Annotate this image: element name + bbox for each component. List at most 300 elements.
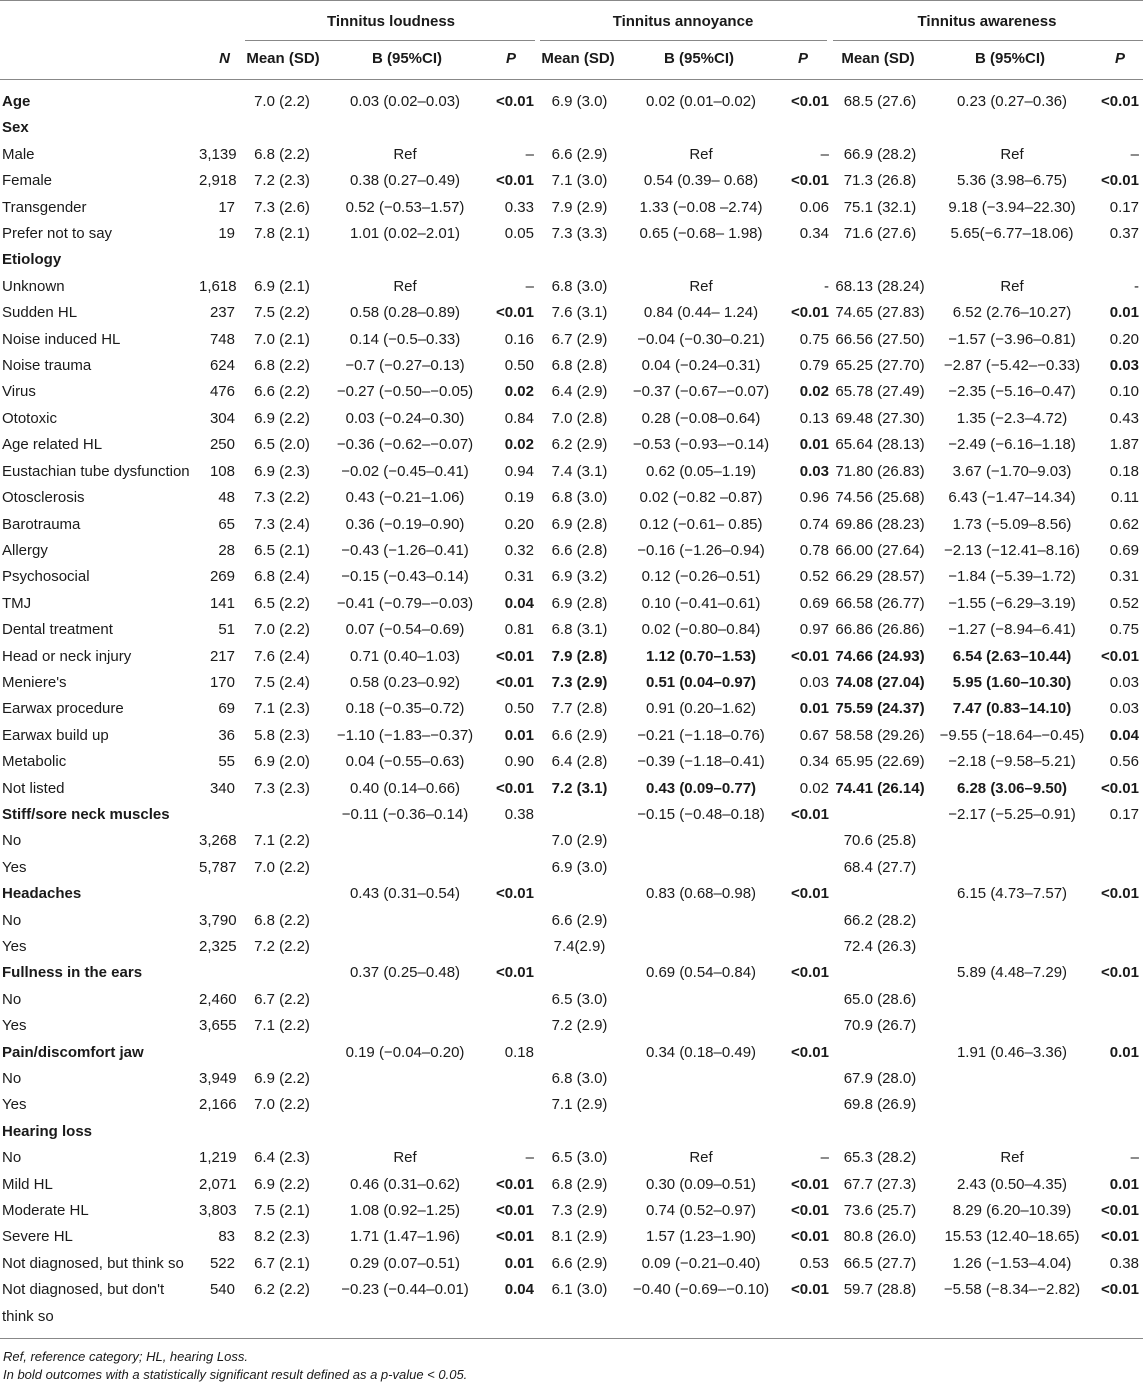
- table-row: [0, 432, 1143, 458]
- cell-annoyance-p: 0.34: [799, 753, 829, 771]
- cell-annoyance-p: [781, 934, 833, 960]
- cell-awareness-mean: 59.7 (28.8): [843, 1281, 917, 1299]
- cell-annoyance-b: [623, 1066, 781, 1092]
- cell-annoyance-b: −0.40 (−0.69–−0.10): [632, 1281, 770, 1299]
- cell-annoyance-mean: 7.3 (3.3): [551, 225, 608, 243]
- cell-loudness-mean: 7.1 (2.2): [254, 832, 310, 850]
- cell-annoyance-b: Ref: [689, 277, 713, 295]
- cell-annoyance-mean: 7.1 (3.0): [551, 172, 608, 190]
- table-row: [0, 670, 1143, 696]
- header-loudness-p: P: [505, 50, 517, 67]
- cell-annoyance-b: 0.12 (−0.61– 0.85): [639, 515, 763, 533]
- cell-loudness-p: 0.38: [504, 805, 534, 823]
- cell-awareness-p: <0.01: [1101, 964, 1139, 982]
- header-loudness-mean: Mean (SD): [246, 50, 320, 67]
- cell-loudness-b: −0.15 (−0.43–0.14): [341, 568, 469, 586]
- cell-awareness-b: −2.35 (−5.16–0.47): [948, 383, 1076, 401]
- footnote-abbreviations: Ref, reference category; HL, hearing Loss.: [3, 1349, 248, 1364]
- cell-annoyance-b: 0.43 (0.09–0.77): [645, 779, 757, 797]
- cell-n: 1,219: [199, 1149, 237, 1167]
- cell-awareness-mean: 66.29 (28.57): [835, 568, 925, 586]
- cell-loudness-b: −0.23 (−0.44–0.01): [341, 1281, 469, 1299]
- cell-annoyance-p: 0.96: [799, 489, 829, 507]
- cell-awareness-p: 0.20: [1109, 330, 1139, 348]
- cell-awareness-b: 5.65(−6.77–18.06): [950, 225, 1074, 243]
- cell-annoyance-p: 0.74: [799, 515, 829, 533]
- table-row: [0, 564, 1143, 590]
- cell-awareness-b: −1.55 (−6.29–3.19): [948, 594, 1076, 612]
- cell-loudness-p: 0.81: [504, 621, 534, 639]
- cell-n: 748: [209, 330, 235, 348]
- cell-annoyance-b: Ref: [689, 1149, 713, 1167]
- cell-annoyance-mean: 7.7 (2.8): [551, 700, 608, 718]
- row-label: Mild HL: [2, 1175, 53, 1193]
- cell-annoyance-b: −0.16 (−1.26–0.94): [637, 541, 765, 559]
- cell-loudness-b: [327, 1066, 485, 1092]
- cell-awareness-b: [929, 828, 1097, 854]
- group-rule-annoyance: [540, 40, 827, 41]
- cell-loudness-mean: [239, 802, 327, 828]
- row-label: Female: [2, 172, 53, 190]
- cell-n: 48: [218, 489, 235, 507]
- cell-n: 51: [218, 621, 235, 639]
- cell-annoyance-b: 0.65 (−0.68– 1.98): [639, 225, 763, 243]
- cell-annoyance-b: [623, 1092, 781, 1118]
- row-label: Sex: [2, 119, 29, 137]
- cell-annoyance-p: [781, 1119, 833, 1145]
- cell-awareness-b: 6.43 (−1.47–14.34): [948, 489, 1076, 507]
- cell-awareness-p: <0.01: [1101, 1202, 1139, 1220]
- cell-awareness-mean: 74.08 (27.04): [835, 673, 925, 691]
- row-label: Age: [2, 93, 31, 110]
- cell-loudness-mean: 6.9 (2.2): [254, 1070, 310, 1088]
- table-row: [0, 1092, 1143, 1118]
- cell-annoyance-mean: 6.9 (3.0): [551, 93, 608, 110]
- cell-awareness-p: [1097, 1066, 1143, 1092]
- cell-n: 2,918: [199, 172, 237, 190]
- cell-loudness-p: 0.18: [504, 1043, 534, 1061]
- cell-n: 36: [218, 726, 235, 744]
- cell-loudness-mean: [239, 960, 327, 986]
- row-label: No: [2, 1070, 22, 1088]
- cell-awareness-b: 0.23 (0.27–0.36): [956, 93, 1068, 110]
- cell-awareness-p: 0.37: [1109, 225, 1139, 243]
- cell-annoyance-b: [623, 828, 781, 854]
- cell-loudness-mean: 6.9 (2.2): [254, 1175, 310, 1193]
- cell-annoyance-mean: 6.6 (2.9): [551, 726, 608, 744]
- cell-annoyance-mean: 7.4 (3.1): [551, 462, 608, 480]
- cell-awareness-mean: 74.56 (25.68): [835, 489, 925, 507]
- cell-annoyance-p: –: [820, 1149, 829, 1167]
- cell-loudness-b: Ref: [393, 145, 417, 163]
- cell-annoyance-mean: 6.6 (2.8): [551, 541, 608, 559]
- results-table: [0, 89, 1143, 1330]
- cell-annoyance-p: 0.69: [799, 594, 829, 612]
- cell-loudness-mean: 7.8 (2.1): [254, 225, 310, 243]
- cell-loudness-mean: 7.3 (2.4): [254, 515, 310, 533]
- cell-n: 3,268: [199, 832, 237, 850]
- cell-loudness-b: 0.58 (0.23–0.92): [349, 673, 461, 691]
- cell-loudness-p: 0.01: [504, 726, 534, 744]
- cell-annoyance-mean: 7.6 (3.1): [551, 304, 608, 322]
- cell-loudness-mean: 8.2 (2.3): [254, 1228, 310, 1246]
- cell-loudness-mean: 7.5 (2.2): [254, 304, 310, 322]
- cell-awareness-mean: [833, 1119, 929, 1145]
- row-label: Meniere's: [2, 673, 67, 691]
- cell-annoyance-p: 0.67: [799, 726, 829, 744]
- row-label: No: [2, 832, 22, 850]
- cell-loudness-b: −0.36 (−0.62–−0.07): [336, 436, 474, 454]
- cell-awareness-b: [929, 855, 1097, 881]
- cell-awareness-p: 0.56: [1109, 753, 1139, 771]
- row-label: Not diagnosed, but think so: [2, 1254, 184, 1272]
- row-label: Etiology: [2, 251, 62, 269]
- cell-loudness-p: 0.02: [504, 436, 534, 454]
- cell-n: 170: [209, 673, 235, 691]
- cell-awareness-mean: 65.0 (28.6): [843, 990, 917, 1008]
- cell-awareness-p: –: [1130, 1149, 1139, 1167]
- group-rule-awareness: [833, 40, 1143, 41]
- cell-n: [197, 881, 239, 907]
- cell-loudness-b: [327, 1013, 485, 1039]
- cell-loudness-mean: 7.3 (2.3): [254, 779, 310, 797]
- cell-awareness-mean: 71.80 (26.83): [835, 462, 925, 480]
- cell-awareness-b: Ref: [1000, 145, 1024, 163]
- cell-loudness-b: [327, 115, 485, 141]
- cell-awareness-mean: 65.78 (27.49): [835, 383, 925, 401]
- cell-awareness-mean: 67.7 (27.3): [843, 1175, 917, 1193]
- cell-n: 624: [209, 357, 235, 375]
- cell-annoyance-mean: 7.4(2.9): [553, 938, 606, 955]
- cell-loudness-mean: 7.3 (2.6): [254, 198, 310, 216]
- cell-awareness-p: <0.01: [1101, 885, 1139, 903]
- row-label: Otosclerosis: [2, 489, 85, 507]
- cell-n: 3,139: [199, 145, 237, 163]
- cell-annoyance-p: 0.03: [799, 462, 829, 480]
- cell-annoyance-mean: 6.9 (2.8): [551, 515, 608, 533]
- row-label: Age related HL: [2, 436, 103, 454]
- cell-awareness-mean: 66.00 (27.64): [835, 541, 925, 559]
- cell-awareness-b: Ref: [1000, 1149, 1024, 1167]
- cell-loudness-p: <0.01: [496, 172, 534, 190]
- cell-annoyance-mean: 7.3 (2.9): [551, 1202, 608, 1220]
- table-row: [0, 142, 1143, 168]
- cell-annoyance-p: <0.01: [791, 964, 829, 982]
- row-label: Sudden HL: [2, 304, 78, 322]
- cell-loudness-mean: 6.4 (2.3): [254, 1149, 310, 1167]
- cell-loudness-p: 0.32: [504, 541, 534, 559]
- row-label: Metabolic: [2, 753, 67, 771]
- cell-awareness-p: 0.69: [1109, 541, 1139, 559]
- cell-annoyance-p: 0.75: [799, 330, 829, 348]
- cell-loudness-p: –: [525, 277, 534, 295]
- cell-awareness-b: −1.27 (−8.94–6.41): [948, 621, 1076, 639]
- row-label: Unknown: [2, 277, 65, 295]
- cell-annoyance-mean: 6.9 (3.0): [551, 858, 608, 876]
- row-label: TMJ: [2, 594, 32, 612]
- table-section-row: [0, 115, 1143, 141]
- cell-loudness-p: [485, 115, 538, 141]
- table-section-row: [0, 881, 1143, 907]
- cell-loudness-mean: [239, 1119, 327, 1145]
- cell-n: 2,071: [199, 1175, 237, 1193]
- cell-n: 540: [209, 1281, 235, 1299]
- cell-annoyance-p: 0.79: [799, 357, 829, 375]
- cell-annoyance-mean: 8.1 (2.9): [551, 1228, 608, 1246]
- table-row: [0, 855, 1143, 881]
- row-label: No: [2, 990, 22, 1008]
- cell-awareness-mean: 66.2 (28.2): [843, 911, 917, 929]
- cell-annoyance-b: [623, 115, 781, 141]
- cell-awareness-p: [1097, 247, 1143, 273]
- cell-loudness-b: [327, 934, 485, 960]
- cell-n: 3,655: [199, 1017, 237, 1035]
- cell-loudness-p: 0.01: [504, 1254, 534, 1272]
- cell-loudness-mean: [239, 1040, 327, 1066]
- cell-annoyance-p: <0.01: [791, 1228, 829, 1246]
- cell-annoyance-p: <0.01: [791, 172, 829, 190]
- cell-loudness-p: <0.01: [496, 1228, 534, 1246]
- cell-annoyance-p: 0.52: [799, 568, 829, 586]
- table-row: [0, 221, 1143, 247]
- cell-n: 3,803: [199, 1202, 237, 1220]
- table-row: [0, 274, 1143, 300]
- cell-loudness-mean: 7.0 (2.2): [254, 93, 310, 110]
- cell-loudness-p: <0.01: [496, 673, 534, 691]
- cell-annoyance-mean: [538, 247, 623, 273]
- cell-annoyance-mean: 6.9 (2.8): [551, 594, 608, 612]
- cell-n: 340: [209, 779, 235, 797]
- cell-loudness-mean: 7.0 (2.2): [254, 621, 310, 639]
- row-label: Dental treatment: [2, 621, 113, 639]
- cell-annoyance-mean: 7.2 (3.1): [551, 779, 608, 797]
- cell-n: [197, 115, 239, 141]
- cell-n: 2,460: [199, 990, 237, 1008]
- cell-annoyance-mean: 7.9 (2.8): [551, 647, 608, 665]
- cell-awareness-b: [929, 1092, 1097, 1118]
- row-label: Yes: [2, 938, 27, 955]
- cell-annoyance-mean: 6.6 (2.9): [551, 911, 608, 929]
- cell-loudness-p: 0.04: [504, 1281, 534, 1299]
- cell-awareness-p: 0.52: [1109, 594, 1139, 612]
- cell-awareness-mean: 67.9 (28.0): [843, 1070, 917, 1088]
- cell-awareness-b: 1.73 (−5.09–8.56): [952, 515, 1072, 533]
- table-row: [0, 406, 1143, 432]
- cell-loudness-b: Ref: [393, 1149, 417, 1167]
- cell-loudness-p: [485, 1092, 538, 1118]
- cell-awareness-mean: 74.41 (26.14): [835, 779, 925, 797]
- cell-awareness-p: –: [1130, 145, 1139, 163]
- cell-loudness-b: −0.41 (−0.79–−0.03): [336, 594, 474, 612]
- cell-loudness-p: 0.50: [504, 357, 534, 375]
- table-row: [0, 908, 1143, 934]
- cell-awareness-mean: 65.64 (28.13): [835, 436, 925, 454]
- cell-loudness-mean: 7.0 (2.2): [254, 1096, 310, 1114]
- row-label: Yes: [2, 1096, 27, 1114]
- cell-n: 83: [218, 1228, 235, 1246]
- cell-loudness-b: −1.10 (−1.83–−0.37): [336, 726, 474, 744]
- cell-annoyance-b: Ref: [689, 145, 713, 163]
- cell-annoyance-mean: [538, 1119, 623, 1145]
- table-row: [0, 1251, 1143, 1277]
- cell-annoyance-mean: 6.7 (2.9): [551, 330, 608, 348]
- cell-loudness-b: [327, 987, 485, 1013]
- cell-annoyance-mean: [538, 115, 623, 141]
- cell-annoyance-mean: 7.0 (2.9): [551, 832, 608, 850]
- cell-awareness-b: −2.87 (−5.42–−0.33): [943, 357, 1081, 375]
- cell-loudness-b: 1.01 (0.02–2.01): [349, 225, 461, 243]
- table-row: [0, 749, 1143, 775]
- cell-n: 55: [218, 753, 235, 771]
- cell-awareness-b: 6.15 (4.73–7.57): [956, 885, 1068, 903]
- cell-awareness-p: 0.01: [1109, 304, 1139, 322]
- cell-awareness-mean: 75.1 (32.1): [843, 198, 917, 216]
- cell-awareness-p: 0.10: [1109, 383, 1139, 401]
- table-row: [0, 1066, 1143, 1092]
- cell-annoyance-b: 0.30 (0.09–0.51): [645, 1175, 757, 1193]
- cell-annoyance-b: [623, 908, 781, 934]
- cell-awareness-b: 1.26 (−1.53–4.04): [952, 1254, 1072, 1272]
- cell-annoyance-b: 0.10 (−0.41–0.61): [641, 594, 761, 612]
- cell-n: 141: [209, 594, 235, 612]
- cell-loudness-b: −0.43 (−1.26–0.41): [341, 541, 469, 559]
- row-label: Fullness in the ears: [2, 964, 143, 982]
- cell-loudness-mean: 6.8 (2.2): [254, 911, 310, 929]
- cell-loudness-b: [327, 908, 485, 934]
- cell-loudness-p: [485, 828, 538, 854]
- cell-annoyance-mean: 6.6 (2.9): [551, 145, 608, 163]
- cell-loudness-p: 0.90: [504, 753, 534, 771]
- cell-annoyance-b: −0.04 (−0.30–0.21): [637, 330, 765, 348]
- cell-annoyance-mean: [538, 1040, 623, 1066]
- cell-loudness-p: 0.05: [504, 225, 534, 243]
- header-annoyance-b: B (95%CI): [663, 50, 735, 67]
- cell-awareness-mean: 68.5 (27.6): [843, 93, 917, 110]
- cell-loudness-p: <0.01: [496, 93, 534, 110]
- header-awareness-b: B (95%CI): [974, 50, 1046, 67]
- cell-n: 5,787: [199, 858, 237, 876]
- cell-awareness-mean: 73.6 (25.7): [843, 1202, 917, 1220]
- cell-awareness-mean: 65.25 (27.70): [835, 357, 925, 375]
- cell-loudness-mean: [239, 115, 327, 141]
- cell-awareness-p: 0.11: [1110, 489, 1139, 507]
- cell-awareness-p: 0.38: [1109, 1254, 1139, 1272]
- table-row: [0, 195, 1143, 221]
- table-body: [0, 89, 1143, 1330]
- cell-annoyance-b: 0.04 (−0.24–0.31): [641, 357, 761, 375]
- cell-awareness-mean: 69.86 (28.23): [835, 515, 925, 533]
- row-label: Earwax procedure: [2, 700, 124, 718]
- row-label: Headaches: [2, 885, 82, 903]
- cell-annoyance-b: 0.09 (−0.21–0.40): [641, 1254, 761, 1272]
- cell-annoyance-p: 0.13: [799, 409, 829, 427]
- cell-annoyance-b: 0.51 (0.04–0.97): [645, 673, 757, 691]
- cell-n: 19: [218, 225, 235, 243]
- cell-loudness-mean: 6.2 (2.2): [254, 1281, 310, 1299]
- cell-awareness-p: <0.01: [1101, 172, 1139, 190]
- cell-n: 3,949: [199, 1070, 237, 1088]
- cell-n: 17: [218, 198, 235, 216]
- cell-loudness-b: [327, 828, 485, 854]
- cell-loudness-p: <0.01: [496, 647, 534, 665]
- cell-annoyance-b: 1.33 (−0.08 –2.74): [639, 198, 763, 216]
- cell-loudness-mean: 6.6 (2.2): [254, 383, 310, 401]
- cell-awareness-p: 0.17: [1109, 198, 1139, 216]
- cell-awareness-b: [929, 987, 1097, 1013]
- cell-awareness-p: <0.01: [1101, 647, 1139, 665]
- cell-loudness-b: 0.14 (−0.5–0.33): [349, 330, 461, 348]
- row-label: Allergy: [2, 541, 48, 559]
- table-row: [0, 379, 1143, 405]
- cell-loudness-mean: 5.8 (2.3): [254, 726, 310, 744]
- cell-annoyance-p: <0.01: [791, 1202, 829, 1220]
- cell-loudness-p: 0.16: [504, 330, 534, 348]
- cell-annoyance-p: 0.06: [799, 198, 829, 216]
- cell-loudness-p: 0.50: [504, 700, 534, 718]
- row-label: Barotrauma: [2, 515, 81, 533]
- cell-annoyance-mean: 6.8 (2.8): [551, 357, 608, 375]
- cell-loudness-p: <0.01: [496, 1175, 534, 1193]
- cell-awareness-b: −2.18 (−9.58–5.21): [948, 753, 1076, 771]
- cell-loudness-b: 0.37 (0.25–0.48): [349, 964, 461, 982]
- cell-loudness-b: 0.40 (0.14–0.66): [349, 779, 461, 797]
- cell-annoyance-mean: 6.4 (2.9): [551, 383, 608, 401]
- cell-annoyance-b: −0.37 (−0.67–−0.07): [632, 383, 770, 401]
- cell-awareness-mean: 69.8 (26.9): [843, 1096, 917, 1114]
- cell-loudness-p: <0.01: [496, 304, 534, 322]
- table-section-row: [0, 1040, 1143, 1066]
- table-row: [0, 1013, 1143, 1039]
- cell-loudness-b: 0.36 (−0.19–0.90): [345, 515, 465, 533]
- cell-annoyance-mean: 7.2 (2.9): [551, 1017, 608, 1035]
- row-label: Male: [2, 145, 35, 163]
- cell-loudness-mean: 7.0 (2.2): [254, 858, 310, 876]
- cell-loudness-p: [485, 1066, 538, 1092]
- cell-annoyance-b: 0.02 (−0.80–0.84): [641, 621, 761, 639]
- cell-annoyance-p: [781, 247, 833, 273]
- cell-loudness-mean: 6.8 (2.2): [254, 145, 310, 163]
- cell-loudness-b: 1.71 (1.47–1.96): [349, 1228, 461, 1246]
- group-header-annoyance: Tinnitus annoyance: [612, 13, 754, 30]
- bottom-rule: [0, 1338, 1143, 1339]
- header-annoyance-mean: Mean (SD): [541, 50, 615, 67]
- cell-loudness-mean: 7.5 (2.1): [254, 1202, 310, 1220]
- cell-annoyance-b: [623, 1013, 781, 1039]
- header-annoyance-p: P: [797, 50, 809, 67]
- cell-n: 304: [209, 409, 235, 427]
- cell-n: 2,325: [199, 938, 237, 955]
- cell-loudness-p: [485, 1119, 538, 1145]
- cell-annoyance-mean: 6.2 (2.9): [551, 436, 608, 454]
- cell-annoyance-b: 0.84 (0.44– 1.24): [643, 304, 759, 322]
- cell-loudness-b: [327, 1119, 485, 1145]
- cell-loudness-b: 0.19 (−0.04–0.20): [345, 1043, 465, 1061]
- cell-annoyance-p: [781, 908, 833, 934]
- row-label: Yes: [2, 1017, 27, 1035]
- cell-n: [197, 960, 239, 986]
- cell-loudness-mean: 6.9 (2.1): [254, 277, 310, 295]
- row-label: Stiff/sore neck muscles: [2, 805, 170, 823]
- cell-loudness-b: −0.02 (−0.45–0.41): [341, 462, 469, 480]
- cell-annoyance-mean: 7.3 (2.9): [551, 673, 608, 691]
- table-row: [0, 696, 1143, 722]
- cell-annoyance-mean: 7.1 (2.9): [551, 1096, 608, 1114]
- cell-loudness-mean: 6.9 (2.0): [254, 753, 310, 771]
- table-row: [0, 459, 1143, 485]
- cell-annoyance-mean: 6.5 (3.0): [551, 1149, 608, 1167]
- cell-annoyance-b: −0.15 (−0.48–0.18): [637, 805, 765, 823]
- footnote-significance: In bold outcomes with a statistically significant result defined as a p-value < 0.05.: [3, 1367, 468, 1382]
